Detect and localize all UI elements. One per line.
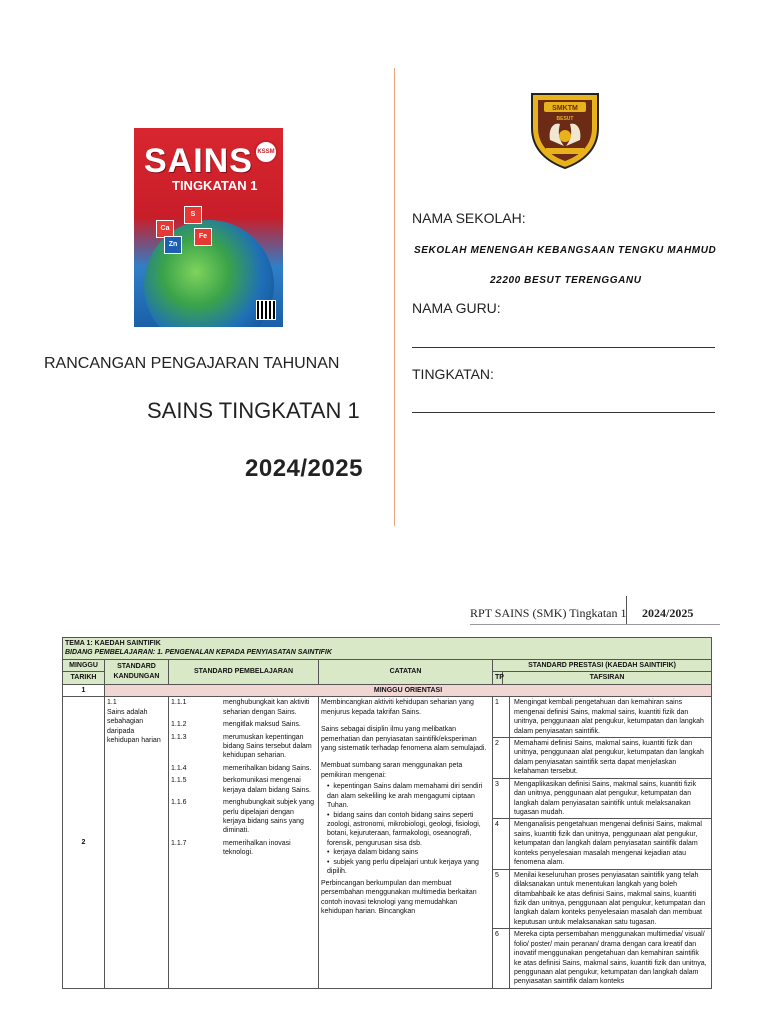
- sp-text: merumuskan kepentingan bidang Sains tersebut dalam kehidupan seharian.: [223, 733, 312, 760]
- sp-text: memerihalkan inovasi teknologi.: [223, 839, 291, 857]
- catatan-paragraph: Membuat sumbang saran menggunakan peta pemikiran mengenai:: [321, 762, 463, 779]
- tp-tafsiran: Mereka cipta persembahan menggunakan multimedia/ visual/ folio/ poster/ main peranan/ drama dengan cara kreatif dan inovatif menggunakan pengetahuan dan kemahiran saintifik ke atas definisi Sains, makmal sains, kuantiti fizik dan unitnya, penggunaan alat pengukur, ketumpatan dan langkah dalam penyiasatan saintifik dalam konteks: [514, 931, 707, 986]
- school-name: SEKOLAH MENENGAH KEBANGSAAN TENGKU MAHMUD: [414, 245, 717, 256]
- standard-pembelajaran-item: [171, 776, 316, 795]
- document-title: RANCANGAN PENGAJARAN TAHUNAN: [44, 355, 340, 372]
- standard-pembelajaran-item: [171, 764, 316, 773]
- crest-subtext: BESUT: [556, 116, 574, 122]
- page-header-year: 2024/2025: [642, 606, 694, 620]
- element-cube: S: [184, 206, 202, 224]
- standard-pembelajaran-item: [171, 798, 316, 836]
- academic-year: 2024/2025: [245, 455, 363, 482]
- element-cube: Fe: [194, 228, 212, 246]
- element-cube: Ca: [156, 220, 174, 238]
- kssm-badge: KSSM: [254, 140, 278, 164]
- qr-code-icon: [256, 300, 276, 320]
- nama-sekolah-label: NAMA SEKOLAH:: [412, 210, 526, 226]
- tp-tafsiran: Mengaplikasikan definisi Sains, makmal sains, kuantiti fizik dan unitnya, penggunaan alat pengukur, ketumpatan dan langkah dalam penyiasatan saintifik untuk melaksanakan tugasan mudah.: [514, 780, 697, 816]
- book-title: SAINS: [144, 142, 253, 180]
- header-rule: [470, 624, 720, 625]
- tingkatan-field-line: [412, 412, 715, 413]
- page-header-title: RPT SAINS (SMK) Tingkatan 1: [470, 606, 627, 620]
- standard-pembelajaran-item: [171, 720, 316, 729]
- standard-kandungan-cell: 1.1 Sains adalah sebahagian daripada kehidupan harian: [105, 697, 169, 989]
- sp-code: 1.1.4: [171, 764, 187, 772]
- catatan-paragraph: Perbincangan berkumpulan dan membuat persembahan menggunakan multimedia berkaitan contoh inovasi teknologi yang memudahkan kehidupan harian. Bincangkan: [321, 879, 477, 915]
- bidang-label: BIDANG PEMBELAJARAN: 1. PENGENALAN KEPADA PENYIASATAN SAINTIFIK: [65, 649, 332, 657]
- textbook-cover-image: [134, 128, 283, 327]
- sp-text: berkomunikasi mengenai kerjaya dalam bidang Sains.: [223, 777, 311, 794]
- tp-row: [493, 818, 711, 868]
- tp-row: [493, 737, 711, 778]
- header-standard-prestasi: STANDARD PRESTASI (KAEDAH SAINTIFIK): [493, 659, 712, 671]
- sp-text: mengitlak maksud Sains.: [223, 721, 301, 729]
- tp-row: [493, 928, 711, 988]
- tp-number: 5: [493, 870, 510, 929]
- tp-row: [493, 697, 711, 737]
- tp-tafsiran: Menganalisis pengetahuan mengenai definisi Sains, makmal sains, kuantiti fizik dan unitnya, penggunaan alat pengukur, ketumpatan dan langkah dalam penyiasatan saintifik dalam konteks penyelesaian masalah mengenai kejadian atau fenomena alam.: [514, 821, 702, 867]
- standard-pembelajaran-item: [171, 698, 316, 717]
- crest-text: SMKTM: [552, 105, 578, 112]
- rpt-table: [62, 637, 712, 989]
- tp-number: 4: [493, 819, 510, 868]
- tp-number: 3: [493, 779, 510, 819]
- nama-guru-label: NAMA GURU:: [412, 300, 501, 316]
- catatan-paragraph: Sains sebagai disiplin ilmu yang melibatkan pemerhatian dan penyiasatan saintifik/eksperiman yang sistematik terhadap fenomena alam semulajadi.: [321, 726, 487, 752]
- catatan-bullet: • kerjaya dalam bidang sains: [327, 849, 419, 857]
- tp-number: 6: [493, 929, 510, 988]
- sp-text: menghubungkait kan aktiviti seharian dengan Sains.: [223, 699, 310, 716]
- tp-number: 2: [493, 738, 510, 778]
- tp-tafsiran: Memahami definisi Sains, makmal sains, kuantiti fizik dan unitnya, penggunaan alat pengukur, ketumpatan dan langkah dalam penyiasatan saintifik serta dapat menjelaskan kefahaman tersebut.: [514, 739, 704, 776]
- catatan-bullet: • kepentingan Sains dalam memahami diri sendiri dan alam sekeliling ke arah mengagumi ciptaan Tuhan.: [327, 783, 483, 810]
- sp-code: 1.1.6: [171, 799, 187, 807]
- header-tafsiran: TAFSIRAN: [503, 672, 712, 684]
- sp-code: 1.1.3: [171, 733, 187, 741]
- tp-tafsiran: Menilai keseluruhan proses penyiasatan saintifik yang telah dilaksanakan untuk menentukan langkah yang boleh ditambahbaik ke atas definisi Sains, makmal sains, kuantiti fizik dan unitnya, penggunaan alat pengukur, ketumpatan dan langkah dalam konteks penyelesaian masalah dan membuat keputusan untuk melaksanakan satu tugasan.: [514, 871, 706, 926]
- catatan-paragraph: Membincangkan aktiviti kehidupan seharian yang menjurus kepada takrifan Sains.: [321, 699, 474, 716]
- standard-prestasi-cell: [493, 697, 712, 989]
- school-crest-icon: [524, 88, 606, 170]
- catatan-cell: [319, 697, 493, 989]
- book-subtitle: TINGKATAN 1: [172, 178, 258, 193]
- orientasi-week: 1: [63, 684, 105, 696]
- orientasi-label: MINGGU ORIENTASI: [105, 684, 712, 696]
- standard-pembelajaran-item: [171, 839, 316, 858]
- school-address: 22200 BESUT TERENGGANU: [490, 275, 642, 286]
- catatan-bullet: • subjek yang perlu dipelajari untuk kerjaya yang dipilih.: [327, 858, 479, 876]
- tp-tafsiran: Mengingat kembali pengetahuan dan kemahiran sains mengenai definisi Sains, makmal sains, kuantiti fizik dan unitnya, penggunaan alat pengukur, ketumpatan dan langkah dalam penyiasatan saintifik.: [514, 699, 704, 735]
- header-tp: TP: [493, 672, 503, 684]
- standard-pembelajaran-item: [171, 733, 316, 761]
- subject-title: SAINS TINGKATAN 1: [147, 398, 360, 423]
- sp-code: 1.1.1: [171, 699, 187, 707]
- sp-code: 1.1.5: [171, 777, 187, 785]
- element-cube: Zn: [164, 236, 182, 254]
- sp-text: menghubungkait subjek yang perlu dipelajari dengan kerjaya bidang sains yang diminati.: [223, 799, 315, 835]
- tp-row: [493, 778, 711, 819]
- header-tarikh: TARIKH: [63, 672, 105, 684]
- catatan-bullet: • bidang sains dan contoh bidang sains seperti zoologi, astronomi, mikrobiologi, geologi, fisiologi, botani, kejuruteraan, farmakologi, oseanografi, forensik, pengurusan sisa dsb.: [327, 811, 481, 847]
- standard-pembelajaran-cell: [169, 697, 319, 989]
- tp-number: 1: [493, 697, 510, 737]
- vertical-divider: [394, 68, 395, 526]
- header-minggu: MINGGU: [63, 659, 105, 671]
- sp-code: 1.1.7: [171, 839, 187, 847]
- header-separator: [626, 596, 627, 624]
- tingkatan-label: TINGKATAN:: [412, 366, 494, 382]
- tp-row: [493, 869, 711, 929]
- tema-label: TEMA 1: KAEDAH SAINTIFIK: [65, 640, 161, 647]
- sp-text: memerihalkan bidang Sains.: [223, 764, 312, 772]
- header-catatan: CATATAN: [319, 659, 493, 684]
- tema-row: [63, 638, 712, 660]
- nama-guru-field-line: [412, 347, 715, 348]
- week-number: 2: [63, 697, 105, 989]
- header-standard-kandungan: STANDARD KANDUNGAN: [105, 659, 169, 684]
- header-standard-pembelajaran: STANDARD PEMBELAJARAN: [169, 659, 319, 684]
- sp-code: 1.1.2: [171, 721, 187, 729]
